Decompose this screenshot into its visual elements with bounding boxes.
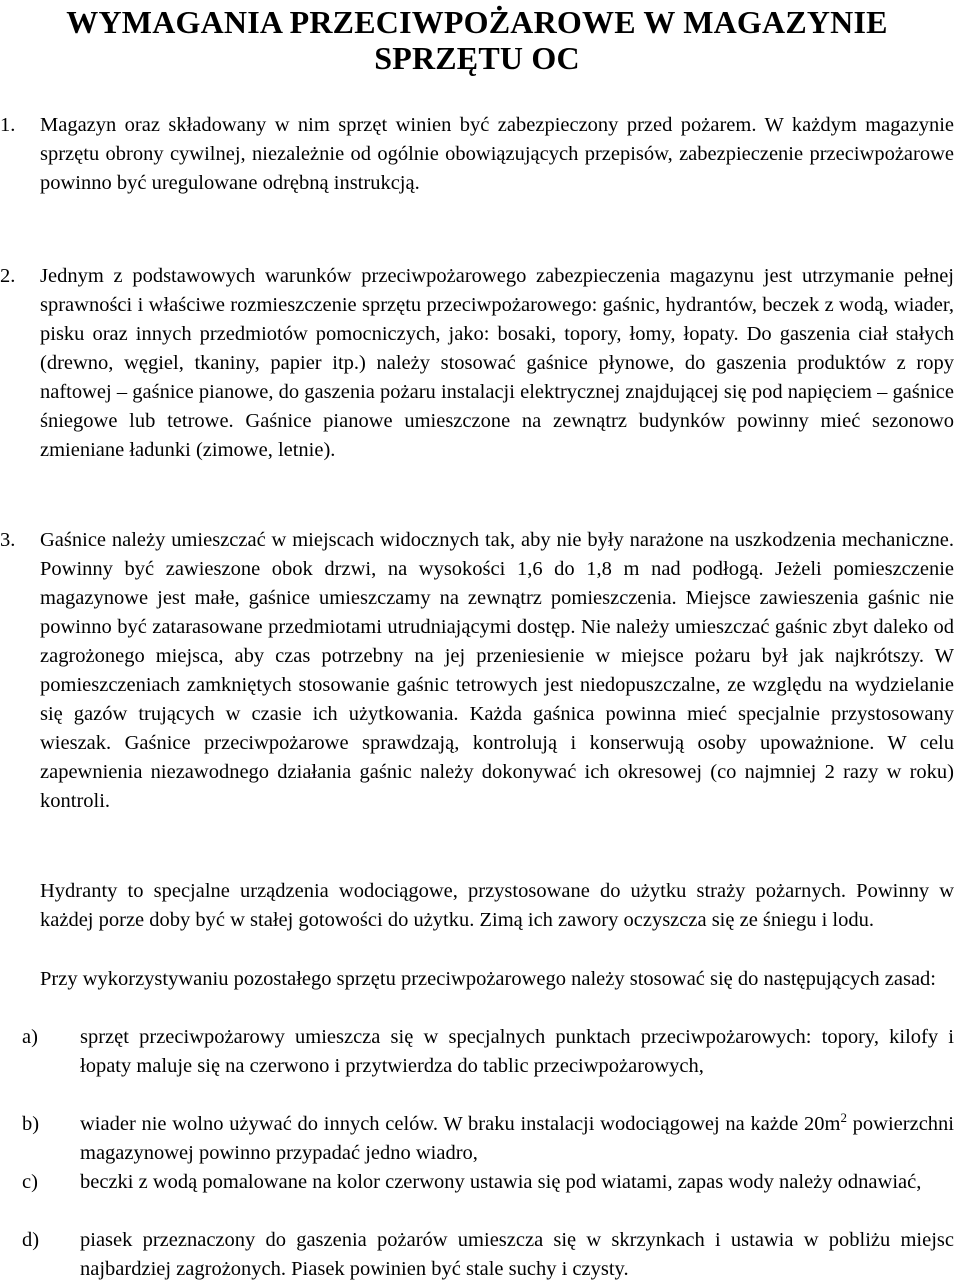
rule-text-before: wiader nie wolno używać do innych celów. W braku instalacji wodociągowej na każde 20m [80,1113,841,1135]
rule-a [22,1023,954,1081]
rule-d [22,1226,954,1284]
rule-letter: d) [22,1229,40,1251]
rule-letter: c) [22,1171,38,1193]
rule-letter: a) [22,1026,38,1048]
section-2 [0,262,954,465]
rule-letter: b) [22,1113,40,1135]
document-title [40,4,914,76]
title-line-1: WYMAGANIA PRZECIWPOŻAROWE W MAGAZYNIE [66,4,888,40]
section-text: Magazyn oraz składowany w nim sprzęt winien być zabezpieczony przed pożarem. W każdym magazynie sprzętu obrony cywilnej, niezależnie od ogólnie obowiązujących przepisów, zabezpieczenie przeciwpożarowe powinno być uregulowane odrębną instrukcją. [40,114,954,194]
rule-text-after: powierzchni magazynowej powinno przypadać jedno wiadro, [80,1113,954,1164]
section-text: Gaśnice należy umieszczać w miejscach widocznych tak, aby nie były narażone na uszkodzenia mechaniczne. Powinny być zawieszone obok drzwi, na wysokości 1,6 do 1,8 m nad podłogą. Jeżeli pomieszczenie magazynowe jest małe, gaśnice umieszczamy na zewnątrz pomieszczenia. Miejsce zawieszenia gaśnic nie powinno być zatarasowane przedmiotami utrudniającymi dostęp. Nie należy umieszczać gaśnic zbyt daleko od zagrożonego miejsca, aby czas potrzebny na jej przeniesienie w miejsce pożaru był jak najkrótszy. W pomieszczeniach zamkniętych stosowanie gaśnic tetrowych jest niedopuszczalne, ze względu na wydzielanie się gazów trujących w czasie ich użytkowania. Każda gaśnica powinna mieć specjalnie przystosowany wieszak. Gaśnice przeciwpożarowe sprawdzają, kontrolują i konserwują osoby upoważnione. W celu zapewnienia niezawodnego działania gaśnic należy dokonywać ich okresowej (co najmniej 2 razy w roku) kontroli. [40,529,954,812]
rule-text: beczki z wodą pomalowane na kolor czerwony ustawia się pod wiatami, zapas wody należy odnawiać, [80,1171,922,1193]
rule-text: sprzęt przeciwpożarowy umieszcza się w specjalnych punktach przeciwpożarowych: topory, kilofy i łopaty maluje się na czerwono i przytwierdza do tablic przeciwpożarowych, [80,1026,954,1077]
rule-c [22,1168,954,1197]
rules-intro: Przy wykorzystywaniu pozostałego sprzętu przeciwpożarowego należy stosować się do następujących zasad: [40,968,936,990]
section-number: 2. [0,265,16,287]
superscript: 2 [840,1110,847,1125]
rule-text: piasek przeznaczony do gaszenia pożarów umieszcza się w skrzynkach i ustawia w pobliżu miejsc najbardziej zagrożonych. Piasek powinien być stale suchy i czysty. [80,1229,954,1280]
rule-text [80,1110,954,1168]
section-number: 1. [0,114,16,136]
section-text: Jednym z podstawowych warunków przeciwpożarowego zabezpieczenia magazynu jest utrzymanie pełnej sprawności i właściwe rozmieszczenie sprzętu przeciwpożarowego: gaśnic, hydrantów, beczek z wodą, wiader, pisku oraz innych przedmiotów pomocniczych, jako: bosaki, topory, łomy, łopaty. Do gaszenia ciał stałych (drewno, węgiel, tkaniny, papier itp.) należy stosować gaśnice płynowe, do gaszenia produktów z ropy naftowej – gaśnice pianowe, do gaszenia pożaru instalacji elektrycznej znajdującej się pod napięciem – gaśnice śniegowe lub tetrowe. Gaśnice pianowe umieszczone na zewnątrz budynków powinny mieć sezonowo zmieniane ładunki (zimowe, letnie). [40,265,954,461]
title-line-2: SPRZĘTU OC [374,40,580,76]
section-3 [0,526,954,816]
hydrants-paragraph: Hydranty to specjalne urządzenia wodociągowe, przystosowane do użytku straży pożarnych. Powinny w każdej porze doby być w stałej gotowości do użytku. Zimą ich zawory oczyszcza się ze śniegu i lodu. [40,880,954,931]
section-number: 3. [0,529,16,551]
section-1 [0,111,954,198]
rule-b [22,1110,954,1168]
